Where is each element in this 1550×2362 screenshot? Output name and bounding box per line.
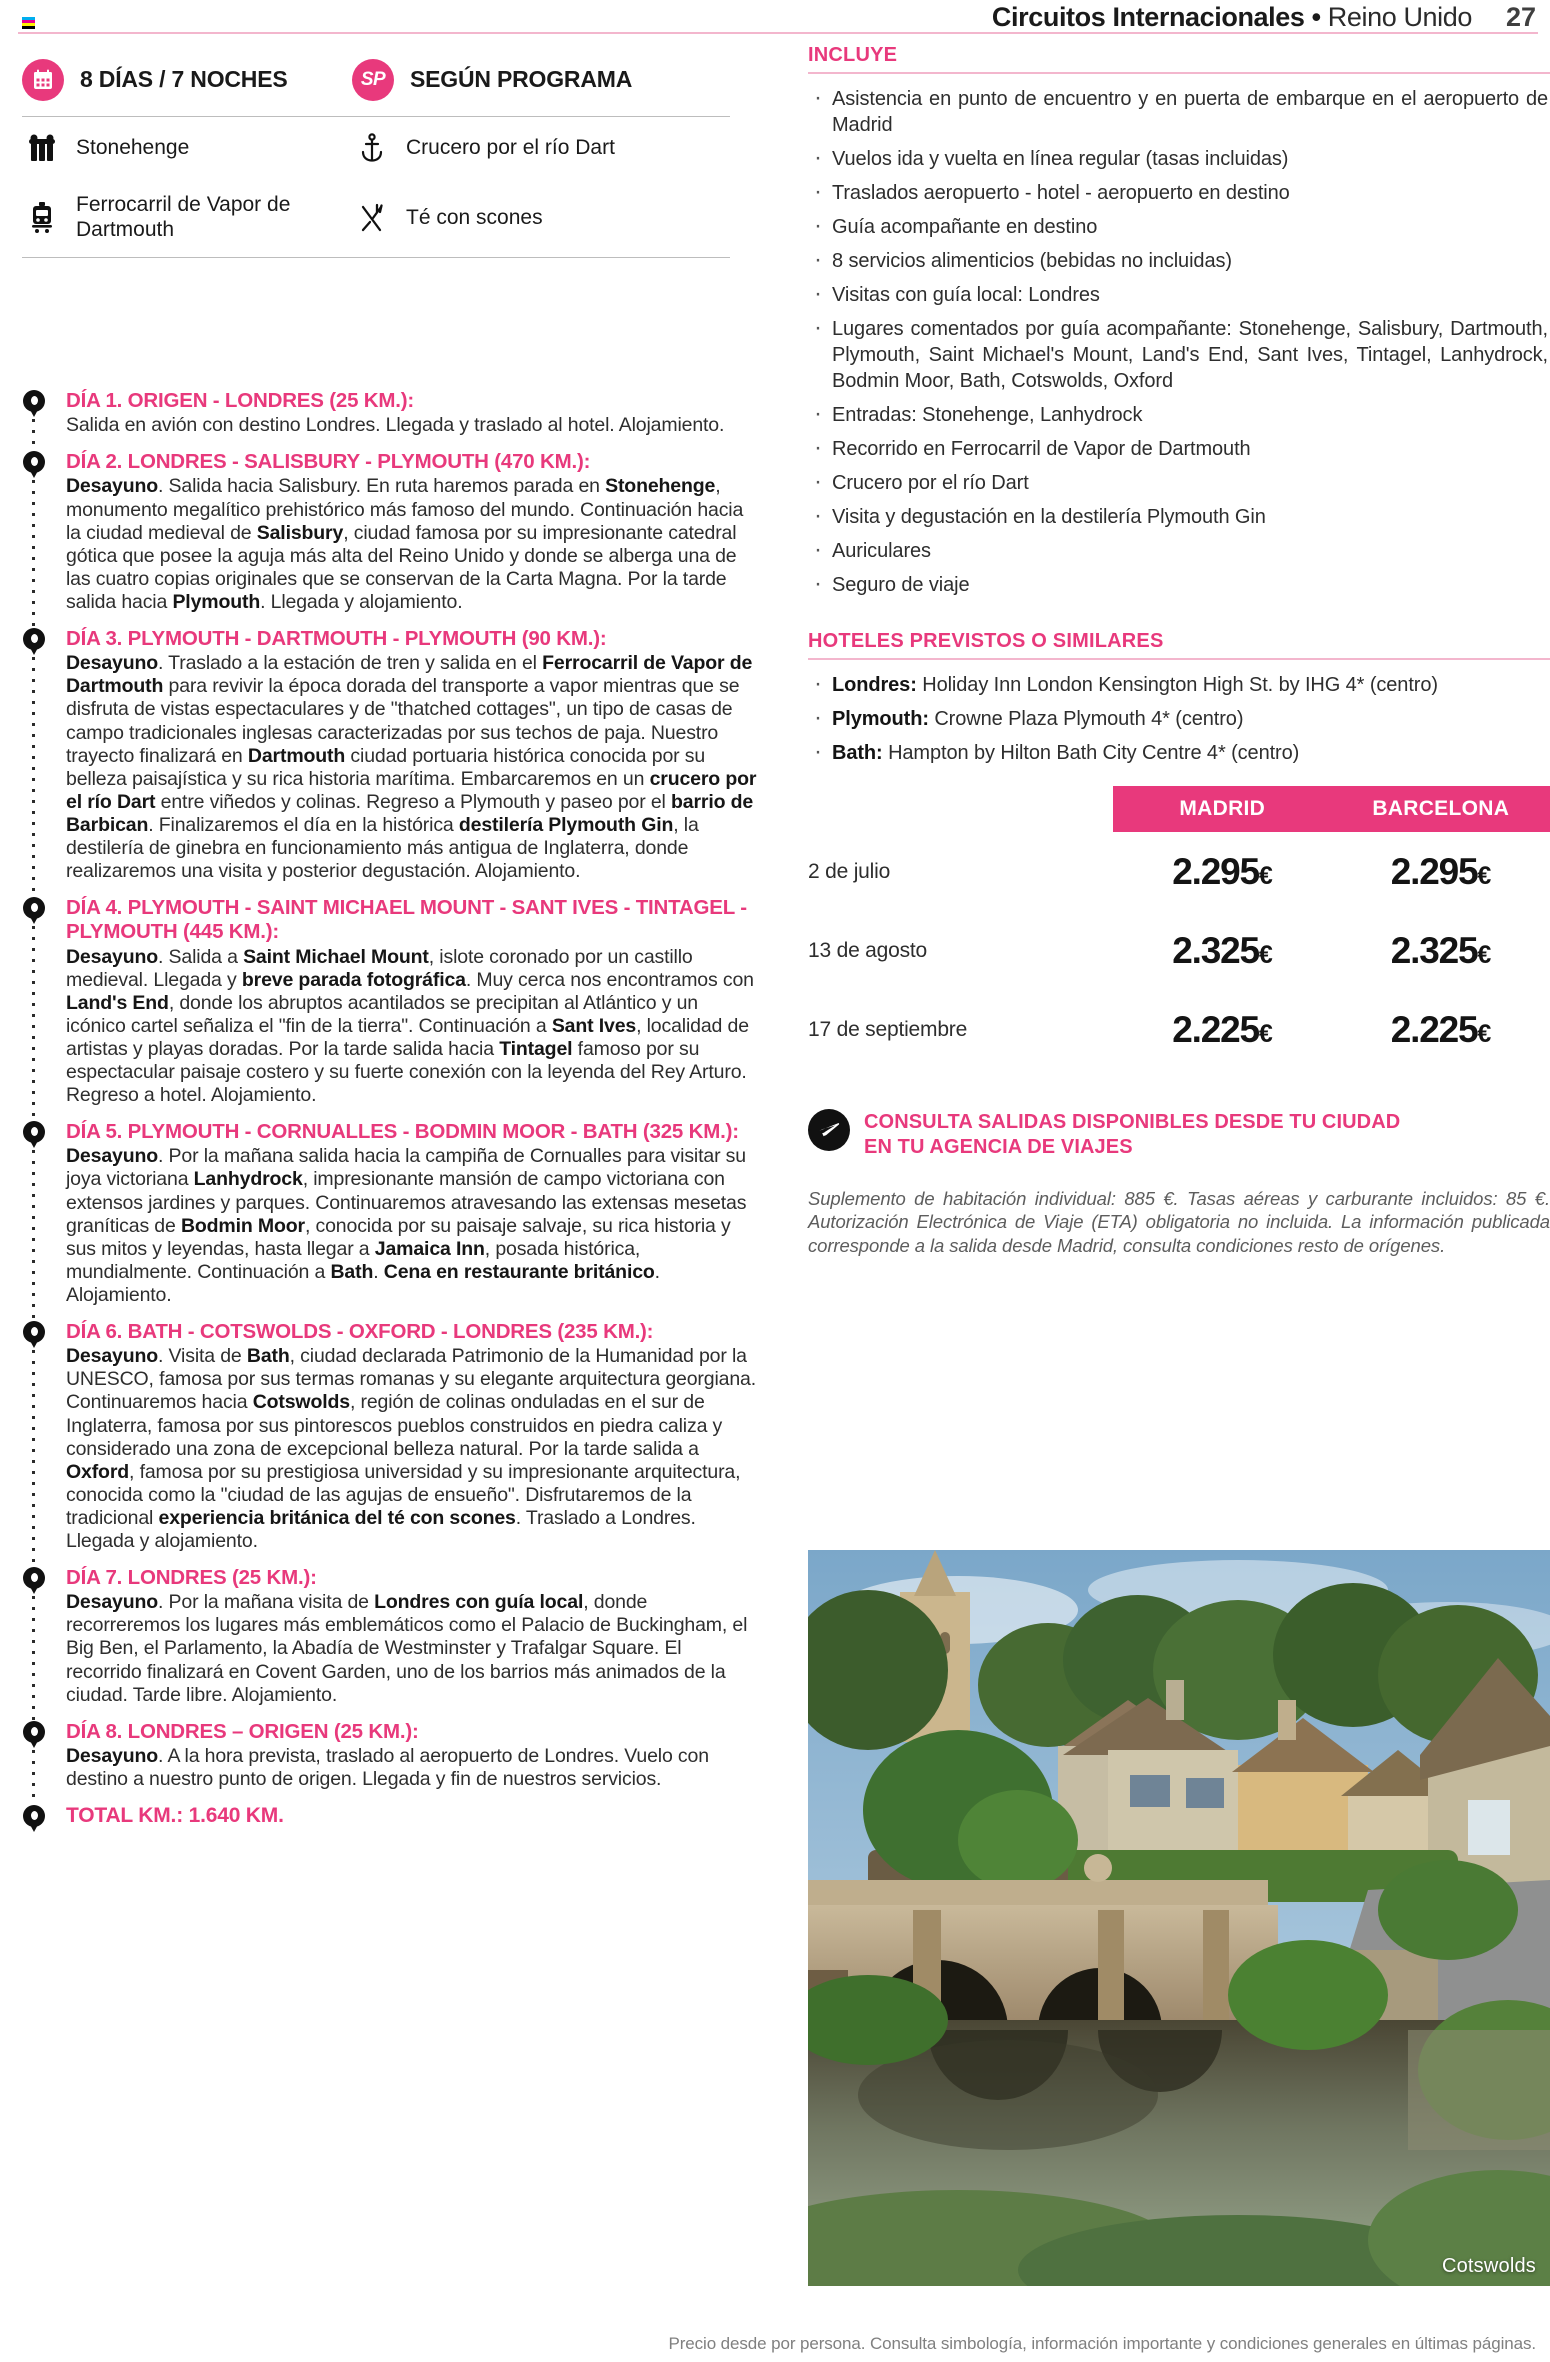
highlight-tea-scones [352,203,682,233]
consulta-text [864,1109,1400,1161]
price-rows [808,832,1550,1069]
day-title: DÍA 4. PLYMOUTH - SAINT MICHAEL MOUNT - SANT IVES - TINTAGEL - PLYMOUTH (445 KM.): [66,896,747,944]
stonehenge-icon [22,133,62,163]
day-pin-icon [23,1121,45,1148]
incluye-item: · Lugares comentados por guía acompañante: Stonehenge, Salisbury, Dartmouth, Plymouth, Saint Michael's Mount, Land's End, Sant Ives, Tintagel, Lanhydrock, Bodmin Moor, Bath, Cotswolds, Oxford [808,316,1550,394]
highlight-label: Crucero por el río Dart [406,135,615,159]
day-text: Desayuno. Por la mañana salida hacia la campiña de Cornualles para visitar su joya victoriana Lanhydrock, impresionante mansión de campo victoriana con extensos jardines y parques. Continuaremos atravesando las extensas mesetas graníticas de Bodmin Moor, conocida por su paisaje salvaje, su rica historia y sus mitos y leyendas, hasta llegar a Jamaica Inn, posada histórica, mundialmente. Continuación a Bath. Cena en restaurante británico. Alojamiento. [66,1145,747,1306]
price-madrid: 2.225€ [1172,1008,1273,1050]
consulta-banner [808,1109,1550,1161]
day-connector [32,657,35,897]
day-title: DÍA 7. LONDRES (25 KM.): [66,1566,317,1590]
feature-program-label: SEGÚN PROGRAMA [410,66,633,93]
header-separator: • [1311,2,1321,32]
header-title-bold: Circuitos Internacionales [991,2,1305,32]
incluye-item: · Recorrido en Ferrocarril de Vapor de Dartmouth [808,436,1550,462]
hotel-item [808,706,1550,732]
highlight-steam-railway [22,193,352,243]
day-text: Desayuno. Visita de Bath, ciudad declarada Patrimonio de la Humanidad por la UNESCO, famosa por sus termas romanas y su elegante arquitectura georgiana. Continuaremos hacia Cotswolds, región de colinas onduladas en el sur de Inglaterra, famosa por sus pintorescos pueblos construidos en piedra caliza y considerado una zona de excepcional belleza natural. Por la tarde salida a Oxford, famosa por su prestigiosa universidad y su impresionante arquitectura, conocida como la "ciudad de las agujas de ensueño". Disfrutaremos de la tradicional experiencia británica del té con scones. Traslado a Londres. Llegada y alojamiento. [66,1345,757,1552]
price-row [808,911,1550,990]
incluye-item: · Auriculares [808,538,1550,564]
feature-divider-2 [22,257,730,258]
consulta-line-2: EN TU AGENCIA DE VIAJES [864,1136,1133,1159]
highlight-row-2 [22,179,738,257]
day-connector [32,1596,35,1721]
day-pin-icon [23,1321,45,1348]
header-title [992,2,1472,33]
cotswolds-village-illustration [808,1550,1550,2286]
day-connector [32,1150,35,1321]
cutlery-icon [352,203,392,233]
day-connector [32,926,35,1121]
incluye-item: · 8 servicios alimenticios (bebidas no incluidas) [808,248,1550,274]
day-connector [32,1350,35,1567]
day-pin-icon [23,897,45,924]
price-row [808,832,1550,911]
incluye-item: · Seguro de viaje [808,572,1550,598]
incluye-divider [808,72,1550,74]
feature-program [352,59,682,101]
incluye-item: · Vuelos ida y vuelta en línea regular (tasas incluidas) [808,146,1550,172]
left-column [0,44,760,258]
day-title: DÍA 6. BATH - COTSWOLDS - OXFORD - LONDRES (235 KM.): [66,1320,654,1344]
incluye-item: · Asistencia en punto de encuentro y en puerta de embarque en el aeropuerto de Madrid [808,86,1550,138]
sp-badge-text: SP [360,69,386,90]
price-table [808,786,1550,1069]
price-col-barcelona: BARCELONA [1372,797,1510,820]
day-title: DÍA 2. LONDRES - SALISBURY - PLYMOUTH (470 KM.): [66,450,591,474]
calendar-icon [22,59,64,101]
price-barcelona: 2.225€ [1390,1008,1491,1050]
day-title: DÍA 5. PLYMOUTH - CORNUALLES - BODMIN MOOR - BATH (325 KM.): [66,1120,739,1144]
feature-row-main [22,44,738,116]
itinerary-day [18,896,760,1107]
price-table-header-row [808,786,1550,832]
fineprint-text: Suplemento de habitación individual: 885 €. Tasas aéreas y carburante incluidos: 85 €. Autorización Electrónica de Viaje (ETA) obligatoria no incluida. La información publicada corresponde a la salida desde Madrid, consulta condiciones resto de orígenes. [808,1187,1550,1256]
incluye-item: · Guía acompañante en destino [808,214,1550,240]
day-connector [32,1750,35,1805]
feature-duration-label: 8 DÍAS / 7 NOCHES [80,66,288,93]
cmyk-registration-icon [22,17,35,29]
itinerary-day [18,1566,760,1707]
header-divider [18,32,1538,34]
day-title: DÍA 8. LONDRES – ORIGEN (25 KM.): [66,1719,419,1743]
incluye-item: · Visitas con guía local: Londres [808,282,1550,308]
hotel-city: Londres: [832,674,917,696]
itinerary-list [0,389,760,1842]
day-pin-icon [23,390,45,417]
day-text: Desayuno. Salida a Saint Michael Mount, islote coronado por un castillo medieval. Llegada y breve parada fotográfica. Muy cerca nos encontramos con Land's End, donde los abruptos acantilados se precipitan al Atlántico y un icónico cartel señaliza el "fin de la tierra". Continuación a Sant Ives, localidad de artistas y playas doradas. Por la tarde salida hacia Tintagel famoso por su espectacular paisaje costero y su fuerte conexión con la leyenda del Rey Arturo. Regreso a hotel. Alojamiento. [66,945,754,1107]
price-row [808,990,1550,1069]
highlight-label: Té con scones [406,205,543,229]
day-text: Salida en avión con destino Londres. Llegada y traslado al hotel. Alojamiento. [66,414,725,437]
train-icon [22,202,62,234]
price-barcelona: 2.325€ [1390,929,1491,971]
day-pin-icon [23,1721,45,1748]
price-date: 17 de septiembre [808,1017,968,1041]
hotel-city: Bath: [832,742,883,764]
page-header [0,0,1550,44]
page-footer: Precio desde por persona. Consulta simbología, información importante y condiciones generales en últimas páginas. [668,2334,1536,2353]
price-barcelona: 2.295€ [1390,850,1491,892]
consulta-line-1: CONSULTA SALIDAS DISPONIBLES DESDE TU CIUDAD [864,1111,1401,1133]
itinerary-day [18,1120,760,1307]
day-text: Desayuno. Por la mañana visita de Londres con guía local, donde recorreremos los lugares más emblemáticos como el Palacio de Buckingham, el Big Ben, el Parlamento, la Abadía de Westminster y Trafalgar Square. El recorrido finalizará en Covent Garden, uno de los barrios más animados de la ciudad. Tarde libre. Alojamiento. [66,1591,748,1706]
hoteles-divider [808,658,1550,660]
itinerary-day [18,627,760,883]
price-col-madrid: MADRID [1179,797,1266,820]
day-connector [32,419,35,451]
hotel-name: Crowne Plaza Plymouth 4* (centro) [928,708,1244,730]
incluye-item: · Visita y degustación en la destilería Plymouth Gin [808,504,1550,530]
hotel-item [808,740,1550,766]
hoteles-heading: HOTELES PREVISTOS O SIMILARES [808,630,1164,652]
itinerary-day [18,450,760,614]
price-table-header-cells [1113,786,1550,832]
highlight-river-cruise [352,133,682,163]
incluye-list [808,86,1550,598]
incluye-item: · Entradas: Stonehenge, Lanhydrock [808,402,1550,428]
price-madrid: 2.325€ [1172,929,1273,971]
day-connector [32,480,35,628]
highlight-stonehenge [22,133,352,163]
destination-photo [808,1550,1550,2286]
hotel-item [808,672,1550,698]
incluye-heading: INCLUYE [808,44,898,66]
header-title-light: Reino Unido [1327,2,1472,32]
photo-caption: Cotswolds [1441,2255,1536,2277]
sp-badge-icon [352,59,394,101]
right-column [808,44,1550,1257]
price-madrid: 2.295€ [1172,850,1273,892]
day-pin-icon [23,1567,45,1594]
day-text: Desayuno. A la hora prevista, traslado al aeropuerto de Londres. Vuelo con destino a nuestro punto de origen. Llegada y fin de nuestros servicios. [66,1744,709,1790]
price-date: 13 de agosto [808,938,928,962]
itinerary-day [18,389,760,437]
price-date: 2 de julio [808,859,891,883]
page-number: 27 [1505,2,1536,32]
incluye-item: · Crucero por el río Dart [808,470,1550,496]
day-text: Desayuno. Salida hacia Salisbury. En ruta haremos parada en Stonehenge, monumento megalítico prehistórico más famoso del mundo. Continuación hacia la ciudad medieval de Salisbury, ciudad famosa por su impresionante catedral gótica que posee la aguja más alta del Reino Unido y donde se alberga una de las cuatro copias originales que se conservan de la Carta Magna. Por la tarde salida hacia Plymouth. Llegada y alojamiento. [66,475,744,613]
highlight-row-1 [22,117,738,179]
total-km-label: TOTAL KM.: 1.640 KM. [66,1804,284,1828]
day-pin-icon [23,451,45,478]
hotel-name: Holiday Inn London Kensington High St. by IHG 4* (centro) [916,674,1438,696]
day-title: DÍA 3. PLYMOUTH - DARTMOUTH - PLYMOUTH (90 KM.): [66,627,607,651]
highlight-label: Stonehenge [76,135,190,159]
day-pin-icon [23,1805,45,1832]
incluye-item: · Traslados aeropuerto - hotel - aeropuerto en destino [808,180,1550,206]
plane-icon [808,1109,850,1151]
day-text: Desayuno. Traslado a la estación de tren y salida en el Ferrocarril de Vapor de Dartmouth para revivir la época dorada del transporte a vapor mientras que se disfruta de vistas espectaculares y de "thatched cottages", un tipo de casas de campo tradicionales inglesas caracterizadas por sus techos de paja. Nuestro trayecto finalizará en Dartmouth ciudad portuaria histórica conocida por su belleza paisajística y su rica historia marítima. Embarcaremos en un crucero por el río Dart entre viñedos y colinas. Regreso a Plymouth y paseo por el barrio de Barbican. Finalizaremos el día en la histórica destilería Plymouth Gin, la destilería de ginebra en funcionamiento más antigua de Inglaterra, donde realizaremos una visita y posterior degustación. Alojamiento. [66,652,757,883]
itinerary-day [18,1720,760,1791]
itinerary-day [18,1320,760,1553]
itinerary-total-km [18,1804,760,1829]
feature-duration [22,59,352,101]
hotel-name: Hampton by Hilton Bath City Centre 4* (centro) [882,742,1300,764]
highlight-label: Ferrocarril de Vapor de Dartmouth [76,193,291,241]
hoteles-list [808,672,1550,766]
day-title: DÍA 1. ORIGEN - LONDRES (25 KM.): [66,389,414,412]
hotel-city: Plymouth: [832,708,929,730]
feature-block [0,44,760,258]
day-pin-icon [23,628,45,655]
anchor-icon [352,133,392,163]
